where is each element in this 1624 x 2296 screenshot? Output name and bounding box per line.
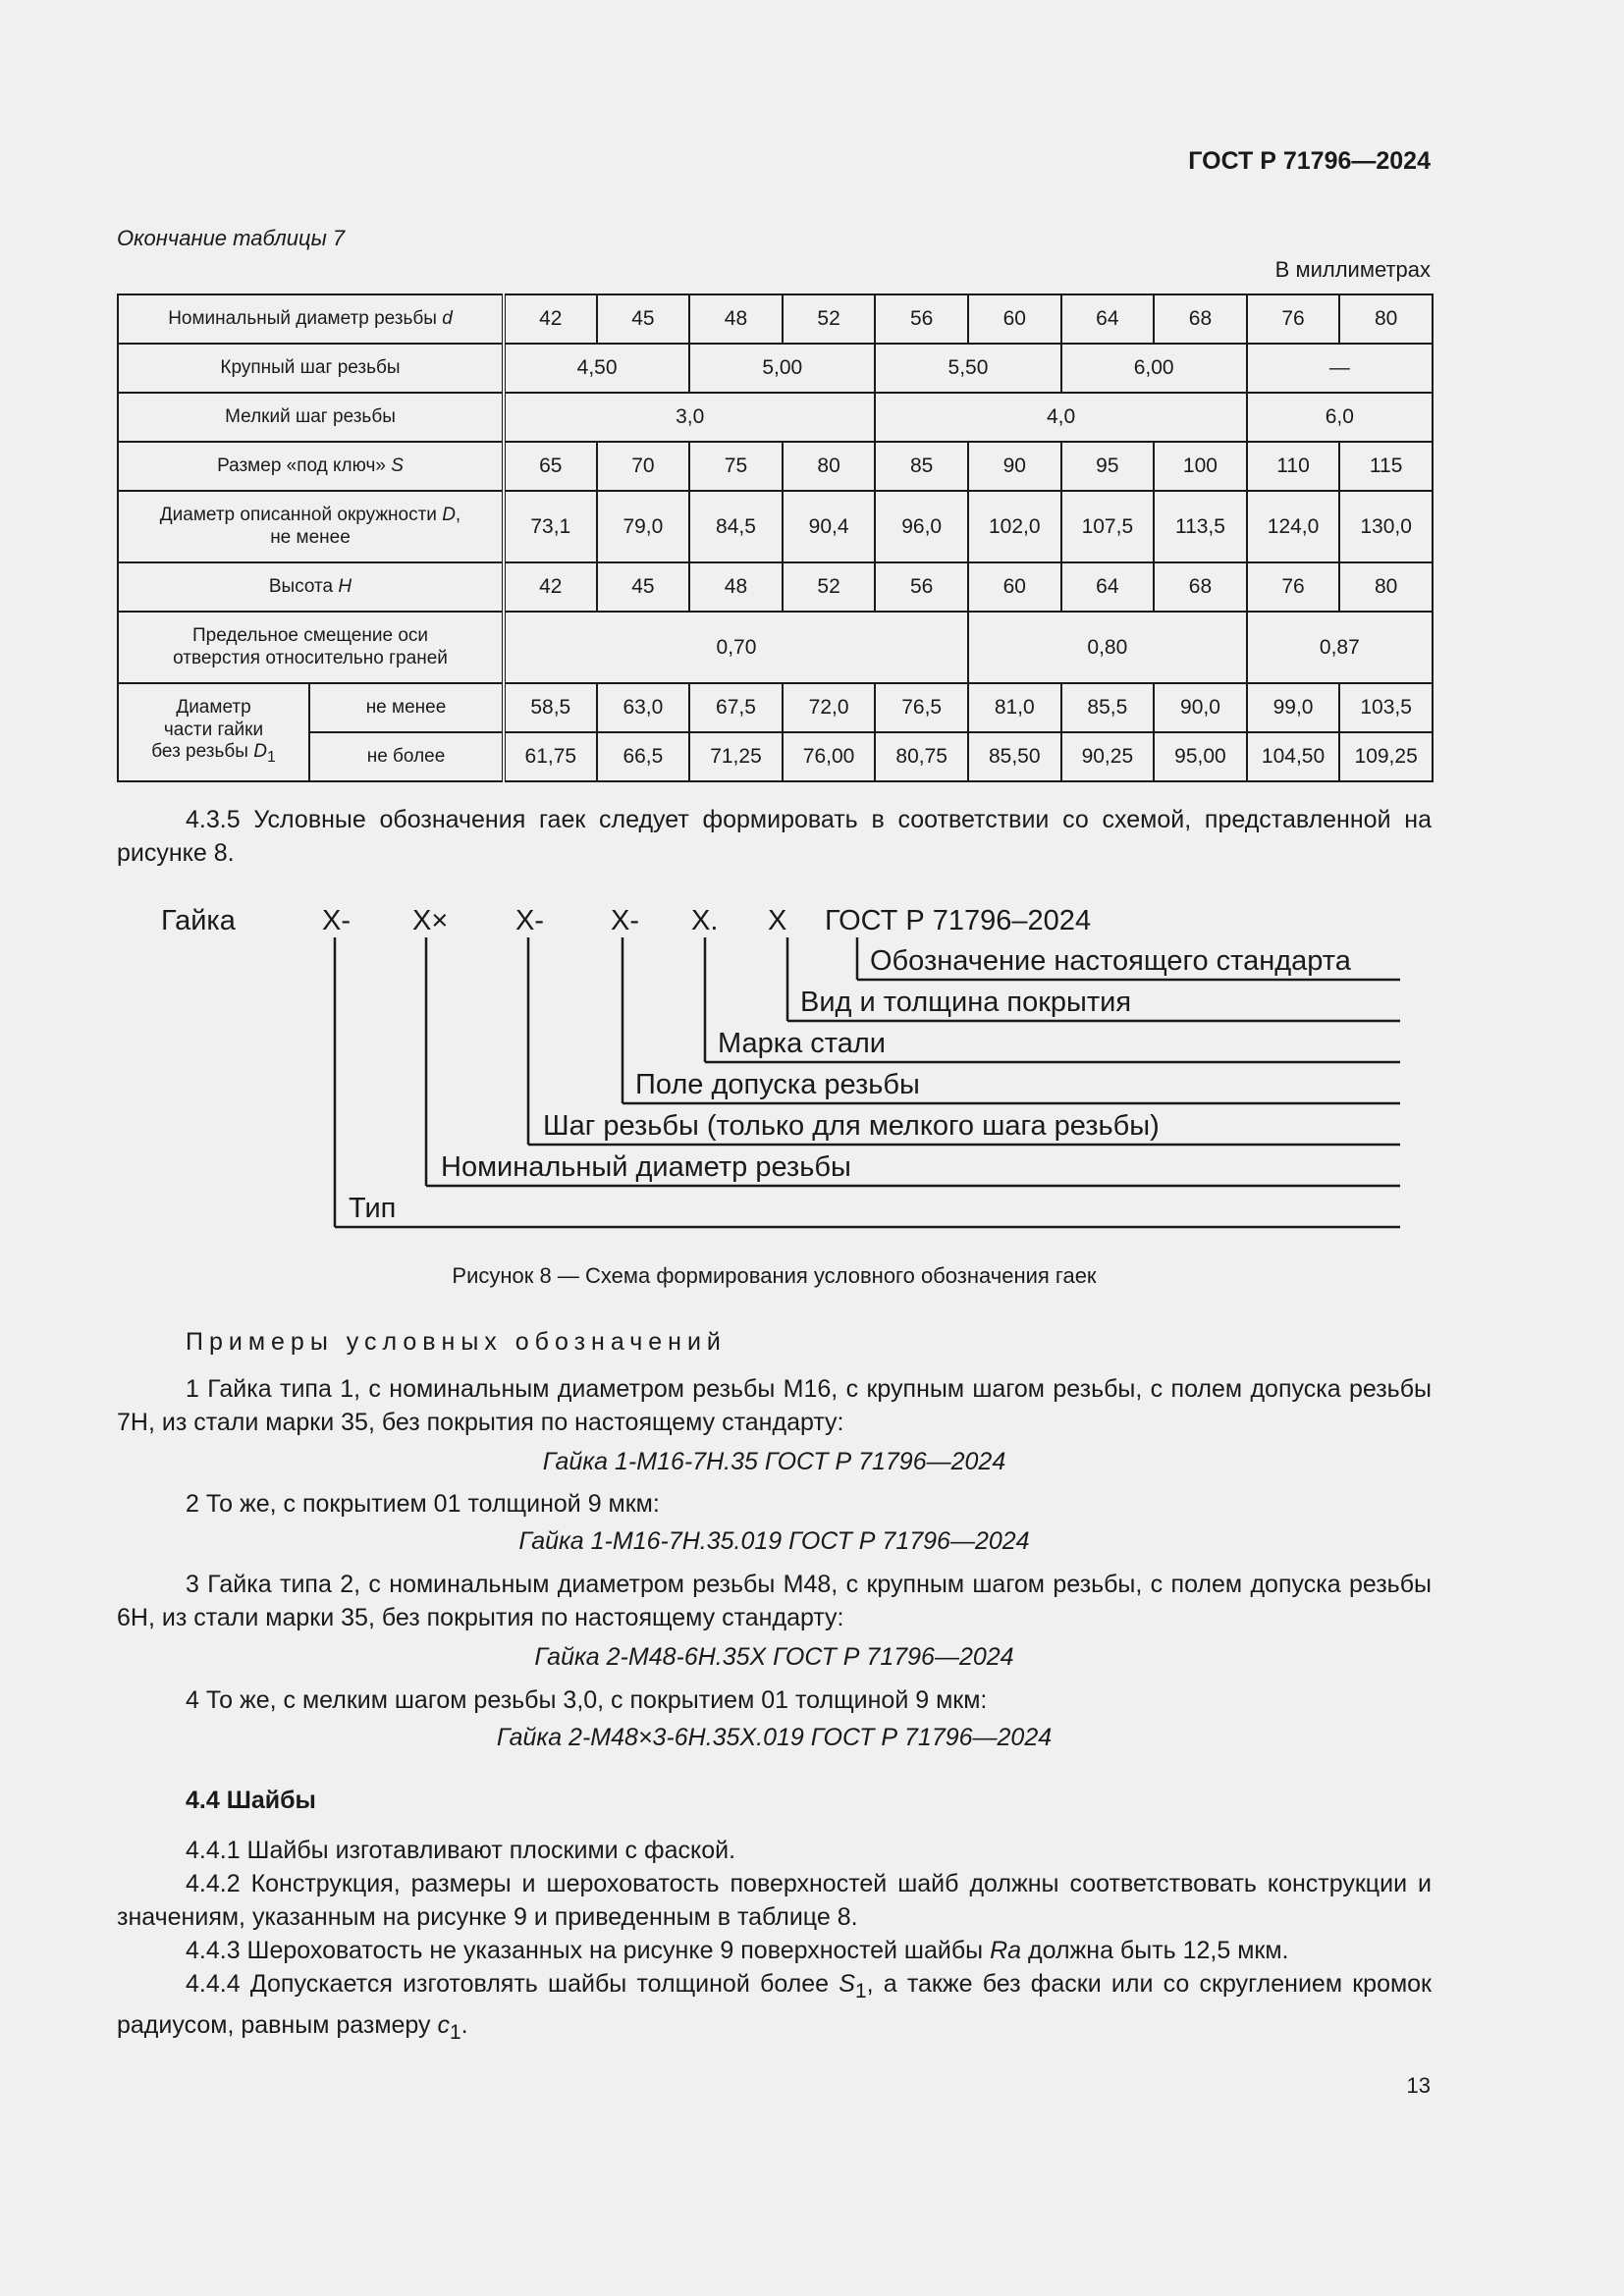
table-cell: 67,5 — [689, 683, 783, 732]
table-cell: 65 — [504, 442, 597, 491]
scheme-label-coating: Вид и толщина покрытия — [800, 987, 1132, 1018]
table-cell: 52 — [783, 294, 876, 344]
table-cell: 3,0 — [504, 393, 875, 442]
scheme-label-tolerance: Поле допуска резьбы — [635, 1069, 920, 1100]
table-cell: 72,0 — [783, 683, 876, 732]
table-cell: 60 — [968, 562, 1061, 612]
paragraph-4-3-5 — [117, 803, 1432, 870]
table-cell: 42 — [504, 294, 597, 344]
table-cell: 76,5 — [875, 683, 968, 732]
row-label-line: Предельное смещение оси — [191, 624, 429, 646]
example-text: 1 Гайка типа 1, с номинальным диаметром резьбы М16, с крупным шагом резьбы, с полем допуска резьбы 7H, из стали марки 35, без покрытия по настоящему стандарту: — [117, 1375, 1432, 1436]
table-cell: 85,50 — [968, 732, 1061, 781]
scheme-x-pitch: X- — [515, 905, 544, 936]
table-cell: 85,5 — [1061, 683, 1155, 732]
table-cell: 103,5 — [1339, 683, 1433, 732]
table-cell: 79,0 — [597, 491, 690, 562]
row-label: Номинальный диаметр резьбы d — [118, 294, 504, 344]
row-label: Диаметр части гайки без резьбы $D_1$ — [118, 683, 309, 781]
subscript: 1 — [854, 1980, 867, 2002]
table-cell: 56 — [875, 294, 968, 344]
designation-scheme — [0, 883, 1624, 1237]
example-1 — [117, 1372, 1432, 1439]
table-cell: 5,50 — [875, 344, 1060, 393]
figure-caption: Рисунок 8 — Схема формирования условного обозначения гаек — [452, 1263, 1097, 1288]
table-cell: 63,0 — [597, 683, 690, 732]
row-sublabel: не более — [309, 732, 504, 781]
example-text: 3 Гайка типа 2, с номинальным диаметром резьбы М48, с крупным шагом резьбы, с полем допуска резьбы 6H, из стали марки 35, без покрытия по настоящему стандарту: — [117, 1571, 1432, 1631]
table-cell: 45 — [597, 562, 690, 612]
table-cell: 42 — [504, 562, 597, 612]
scheme-x-tolerance: X- — [611, 905, 639, 936]
table-cell: 61,75 — [504, 732, 597, 781]
table-row — [118, 344, 1433, 393]
scheme-label-steel: Марка стали — [718, 1028, 886, 1059]
paragraph-text: 4.4.3 Шероховатость не указанных на рисунке 9 поверхностей шайбы — [186, 1937, 991, 1964]
table-cell: 80 — [783, 442, 876, 491]
table-cell: 124,0 — [1247, 491, 1340, 562]
table-cell: 90,4 — [783, 491, 876, 562]
row-label: Крупный шаг резьбы — [118, 344, 504, 393]
table-cell: 71,25 — [689, 732, 783, 781]
table-cell: 102,0 — [968, 491, 1061, 562]
row-label: Мелкий шаг резьбы — [118, 393, 504, 442]
paragraph-4-4-3 — [117, 1934, 1432, 1967]
table-cell: 64 — [1061, 562, 1155, 612]
examples-title: Примеры условных обозначений — [186, 1328, 727, 1356]
example-text: 2 То же, с покрытием 01 толщиной 9 мкм: — [186, 1490, 660, 1518]
table-continuation-title: Окончание таблицы 7 — [117, 226, 346, 250]
paragraph-text: , а также без фаски или со скруглением кромок радиусом, равным размеру — [117, 1970, 1432, 2039]
example-1-code: Гайка 1-М16-7Н.35 ГОСТ Р 71796—2024 — [542, 1448, 1006, 1475]
row-label: Высота H — [118, 562, 504, 612]
subscript: 1 — [450, 2021, 461, 2044]
table-cell: 110 — [1247, 442, 1340, 491]
table-cell: 4,50 — [504, 344, 689, 393]
table-cell: 73,1 — [504, 491, 597, 562]
scheme-label-diameter: Номинальный диаметр резьбы — [441, 1151, 851, 1183]
table-cell: 6,00 — [1061, 344, 1247, 393]
table-cell: 85 — [875, 442, 968, 491]
scheme-standard-code: ГОСТ Р 71796–2024 — [825, 905, 1092, 936]
table-cell: 81,0 — [968, 683, 1061, 732]
table-cell: 109,25 — [1339, 732, 1433, 781]
table-cell: 76,00 — [783, 732, 876, 781]
paragraph-text: 4.4.4 Допускается изготовлять шайбы толщиной более — [186, 1970, 839, 1998]
table-cell: 56 — [875, 562, 968, 612]
table-cell: 113,5 — [1154, 491, 1247, 562]
paragraph-4-4-1 — [117, 1834, 1432, 1867]
table-row — [118, 393, 1433, 442]
table-cell: 70 — [597, 442, 690, 491]
thread-table — [117, 294, 1434, 782]
table-cell: 100 — [1154, 442, 1247, 491]
table-cell: 4,0 — [875, 393, 1246, 442]
scheme-x-steel: X. — [691, 905, 719, 936]
paragraph-text: . — [460, 2011, 468, 2039]
example-3-code: Гайка 2-М48-6Н.35Х ГОСТ Р 71796—2024 — [534, 1643, 1014, 1671]
table-cell: 64 — [1061, 294, 1155, 344]
scheme-x-diameter: X× — [412, 905, 449, 936]
table-row — [118, 562, 1433, 612]
table-row — [118, 294, 1433, 344]
table-cell: 45 — [597, 294, 690, 344]
example-3 — [117, 1568, 1432, 1634]
paragraph-text: должна быть 12,5 мкм. — [1021, 1937, 1289, 1964]
table-cell: 66,5 — [597, 732, 690, 781]
table-cell: 80,75 — [875, 732, 968, 781]
table-cell: 60 — [968, 294, 1061, 344]
table-cell: 90 — [968, 442, 1061, 491]
example-4 — [117, 1683, 1432, 1717]
table-cell: 52 — [783, 562, 876, 612]
table-cell: 95,00 — [1154, 732, 1247, 781]
table-cell: 75 — [689, 442, 783, 491]
row-label-line: части гайки — [163, 719, 264, 740]
table-cell: 84,5 — [689, 491, 783, 562]
document-code: ГОСТ Р 71796—2024 — [1188, 147, 1431, 175]
table-cell: 90,25 — [1061, 732, 1155, 781]
thickness-symbol: S — [839, 1970, 855, 1998]
row-label — [118, 612, 504, 683]
table-cell: 104,50 — [1247, 732, 1340, 781]
paragraph-4-4-2 — [117, 1867, 1432, 1934]
row-label-line: Диаметр — [176, 696, 251, 718]
table-row — [118, 442, 1433, 491]
scheme-nut-word: Гайка — [161, 905, 236, 936]
table-cell: 130,0 — [1339, 491, 1433, 562]
paragraph-4-4-4 — [117, 1967, 1432, 2050]
row-sublabel: не менее — [309, 683, 504, 732]
chamfer-symbol: c — [437, 2011, 450, 2039]
table-cell: 80 — [1339, 294, 1433, 344]
paragraph-text: 4.4.1 Шайбы изготавливают плоскими с фаской. — [186, 1837, 736, 1864]
scheme-label-standard: Обозначение настоящего стандарта — [870, 945, 1351, 977]
scheme-label-type: Тип — [349, 1193, 397, 1224]
table-cell: 96,0 — [875, 491, 968, 562]
roughness-symbol: Ra — [990, 1937, 1022, 1964]
table-cell: 48 — [689, 294, 783, 344]
table-cell: 90,0 — [1154, 683, 1247, 732]
table-cell: 6,0 — [1247, 393, 1433, 442]
table-cell: 0,80 — [968, 612, 1247, 683]
example-4-code: Гайка 2-М48×3-6Н.35Х.019 ГОСТ Р 71796—2024 — [496, 1724, 1053, 1751]
scheme-x-coating: X — [768, 905, 787, 936]
table-cell: — — [1247, 344, 1433, 393]
table-cell: 0,70 — [504, 612, 968, 683]
table-cell: 95 — [1061, 442, 1155, 491]
table-cell: 115 — [1339, 442, 1433, 491]
example-2-code: Гайка 1-М16-7Н.35.019 ГОСТ Р 71796—2024 — [518, 1527, 1030, 1555]
table-cell: 107,5 — [1061, 491, 1155, 562]
table-row — [118, 612, 1433, 683]
paragraph-text: 4.3.5 Условные обозначения гаек следует формировать в соответствии со схемой, представленной на рисунке 8. — [117, 806, 1432, 867]
table-cell: 80 — [1339, 562, 1433, 612]
section-heading: 4.4 Шайбы — [186, 1787, 316, 1814]
example-2 — [117, 1487, 1432, 1521]
table-cell: 99,0 — [1247, 683, 1340, 732]
table-cell: 0,87 — [1247, 612, 1433, 683]
table-cell: 76 — [1247, 562, 1340, 612]
table-cell: 68 — [1154, 562, 1247, 612]
row-label: Диаметр описанной окружности D, не менее — [118, 491, 504, 562]
scheme-x-type: X- — [322, 905, 351, 936]
table-cell: 58,5 — [504, 683, 597, 732]
scheme-label-pitch: Шаг резьбы (только для мелкого шага резьбы) — [543, 1110, 1160, 1142]
table-cell: 5,00 — [689, 344, 875, 393]
paragraph-text: 4.4.2 Конструкция, размеры и шероховатость поверхностей шайб должны соответствовать конструкции и значениям, указанным на рисунке 9 и приведенным в таблице 8. — [117, 1870, 1432, 1931]
row-label-line: отверстия относительно граней — [173, 647, 448, 668]
row-label: Размер «под ключ» S — [118, 442, 504, 491]
example-text: 4 То же, с мелким шагом резьбы 3,0, с покрытием 01 толщиной 9 мкм: — [186, 1686, 988, 1714]
table-cell: 48 — [689, 562, 783, 612]
page-number: 13 — [1406, 2073, 1431, 2098]
table-row — [118, 491, 1433, 562]
table-cell: 76 — [1247, 294, 1340, 344]
table-row — [118, 683, 1433, 732]
table-row — [118, 732, 1433, 781]
table-cell: 68 — [1154, 294, 1247, 344]
table-units: В миллиметрах — [1274, 257, 1431, 282]
